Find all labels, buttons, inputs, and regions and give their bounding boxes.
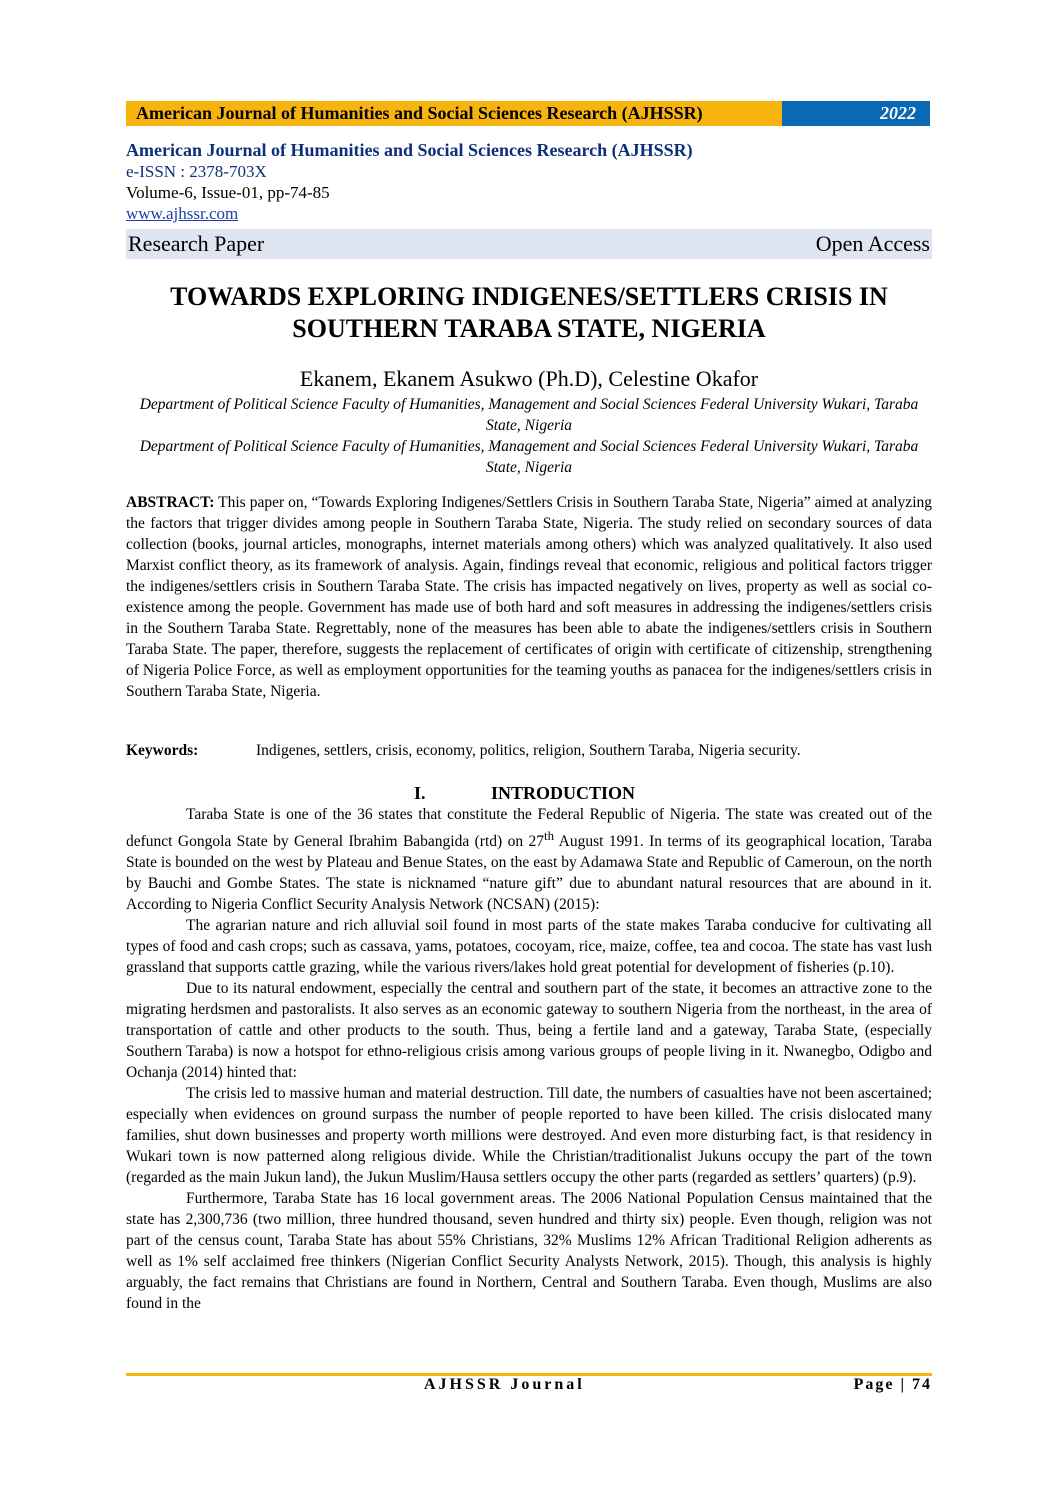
affiliation: Department of Political Science Faculty of Humanities, Management and Social Sciences Federal University Wukari, Taraba State, Nigeria [139, 438, 919, 476]
journal-info [126, 140, 930, 224]
access-type-label: Open Access [815, 231, 930, 256]
header-year: 2022 [782, 101, 930, 126]
paper-title-line: SOUTHERN TARABA STATE, NIGERIA [292, 314, 766, 343]
journal-issn: e-ISSN : 2378-703X [126, 162, 267, 181]
abstract-label: ABSTRACT: [126, 494, 215, 511]
journal-header-band [126, 101, 930, 126]
abstract [126, 492, 932, 702]
paragraph: Furthermore, Taraba State has 16 local government areas. The 2006 National Population Census maintained that the state has 2,300,736 (two million, three hundred thousand, seven hundred and thirty six) people. Even though, religion was not part of the census count, Taraba State has about 55% Christians, 32% Muslims 12% African Traditional Religion adherents as well as 1% self acclaimed free thinkers (Nigerian Conflict Security Analysts Network, 2015). Though, this analysis is highly arguably, the fact remains that Christians are found in Northern, Central and Southern Taraba. Even though, Muslims are also found in the [126, 1190, 932, 1313]
abstract-text: This paper on, “Towards Exploring Indigenes/Settlers Crisis in Southern Taraba State, Nigeria” aimed at analyzing the factors that trigger divides among people in Southern Taraba State, Nigeria. The study relied on secondary sources of data collection (books, journal articles, monographs, internet materials among others) which was analyzed qualitatively. It also used Marxist conflict theory, as its framework of analysis. Again, findings reveal that economic, religious and political factors trigger the indigenes/settlers crisis in Southern Taraba State. The crisis has impacted negatively on lives, property as well as social co-existence among the people. Government has made use of both hard and soft measures in addressing the indigenes/settlers crisis in the Southern Taraba State. Regrettably, none of the measures has been able to abate the indigenes/settlers crisis in Southern Taraba State. The paper, therefore, suggests the replacement of certificates of origin with certificate of citizenship, strengthening of Nigeria Police Force, as well as employment opportunities for the teaming youths as panacea for the indigenes/settlers crisis in Southern Taraba State, Nigeria. [126, 494, 932, 700]
section-number: I. [414, 783, 426, 803]
section-title: INTRODUCTION [491, 783, 636, 803]
paper-title [126, 281, 932, 345]
quote-paragraph: The agrarian nature and rich alluvial soil found in most parts of the state makes Taraba conducive for cultivating all types of food and cash crops; such as cassava, yams, potatoes, cocoyam, rice, maize, coffee, tea and cocoa. The state has vast lush grassland that supports cattle grazing, while the various rivers/lakes hold great potential for development of fisheries (p.10). [126, 917, 932, 977]
keywords-text: Indigenes, settlers, crisis, economy, politics, religion, Southern Taraba, Nigeria security. [256, 742, 801, 759]
paper-type-label: Research Paper [128, 231, 265, 256]
journal-volume: Volume-6, Issue-01, pp-74-85 [126, 183, 330, 202]
introduction-body [126, 804, 932, 1314]
footer-journal-name: AJHSSR Journal [424, 1376, 585, 1393]
keywords [126, 740, 932, 761]
paper-type-band [126, 229, 932, 259]
journal-website-link[interactable]: www.ajhssr.com [126, 204, 239, 223]
authors: Ekanem, Ekanem Asukwo (Ph.D), Celestine Okafor [299, 366, 759, 391]
paragraph: Due to its natural endowment, especially the central and southern part of the state, it becomes an attractive zone to the migrating herdsmen and pastoralists. It also serves as an economic gateway to southern Nigeria from the northeast, in the area of transportation of cattle and other products to the south. Thus, being a fertile land and a gateway, Taraba State, (especially Southern Taraba) is now a hotspot for ethno-religious crisis among various groups of people living in it. Nwanegbo, Odigbo and Ochanja (2014) hinted that: [126, 980, 932, 1082]
paper-title-line: TOWARDS EXPLORING INDIGENES/SETTLERS CRISIS IN [170, 282, 888, 311]
footer-page-number: Page | 74 [853, 1376, 932, 1393]
paragraph: Taraba State is one of the 36 states that constitute the Federal Republic of Nigeria. The state was created out of the defunct Gongola State by General Ibrahim Babangida (rtd) on 27th August 1991. In terms of its geographical location, Taraba State is bounded on the west by Plateau and Benue States, on the east by Adamawa State and Republic of Cameroun, on the north by Bauchi and Gombe States. The state is nicknamed “nature gift” due to abundant natural resources that are abound in it. According to Nigeria Conflict Security Analysis Network (NCSAN) (2015): [126, 806, 932, 914]
affiliation: Department of Political Science Faculty of Humanities, Management and Social Sciences Federal University Wukari, Taraba State, Nigeria [139, 396, 919, 434]
keywords-label: Keywords: [126, 742, 199, 759]
header-journal-name: American Journal of Humanities and Social Sciences Research (AJHSSR) [126, 101, 782, 126]
quote-paragraph: The crisis led to massive human and material destruction. Till date, the numbers of casualties have not been ascertained; especially when evidences on ground surpass the number of people reported to have been killed. The crisis dislocated many families, shut down businesses and property worth millions were destroyed. And even more disturbing fact, is that residency in Wukari town is now patterned along religious divide. While the Christian/traditionalist Jukuns occupy the part of the town (regarded as the main Jukun land), the Jukun Muslim/Hausa settlers occupy the other parts (regarded as settlers’ quarters) (p.9). [126, 1085, 932, 1187]
journal-name: American Journal of Humanities and Social Sciences Research (AJHSSR) [126, 140, 693, 160]
page-footer [126, 1376, 932, 1398]
